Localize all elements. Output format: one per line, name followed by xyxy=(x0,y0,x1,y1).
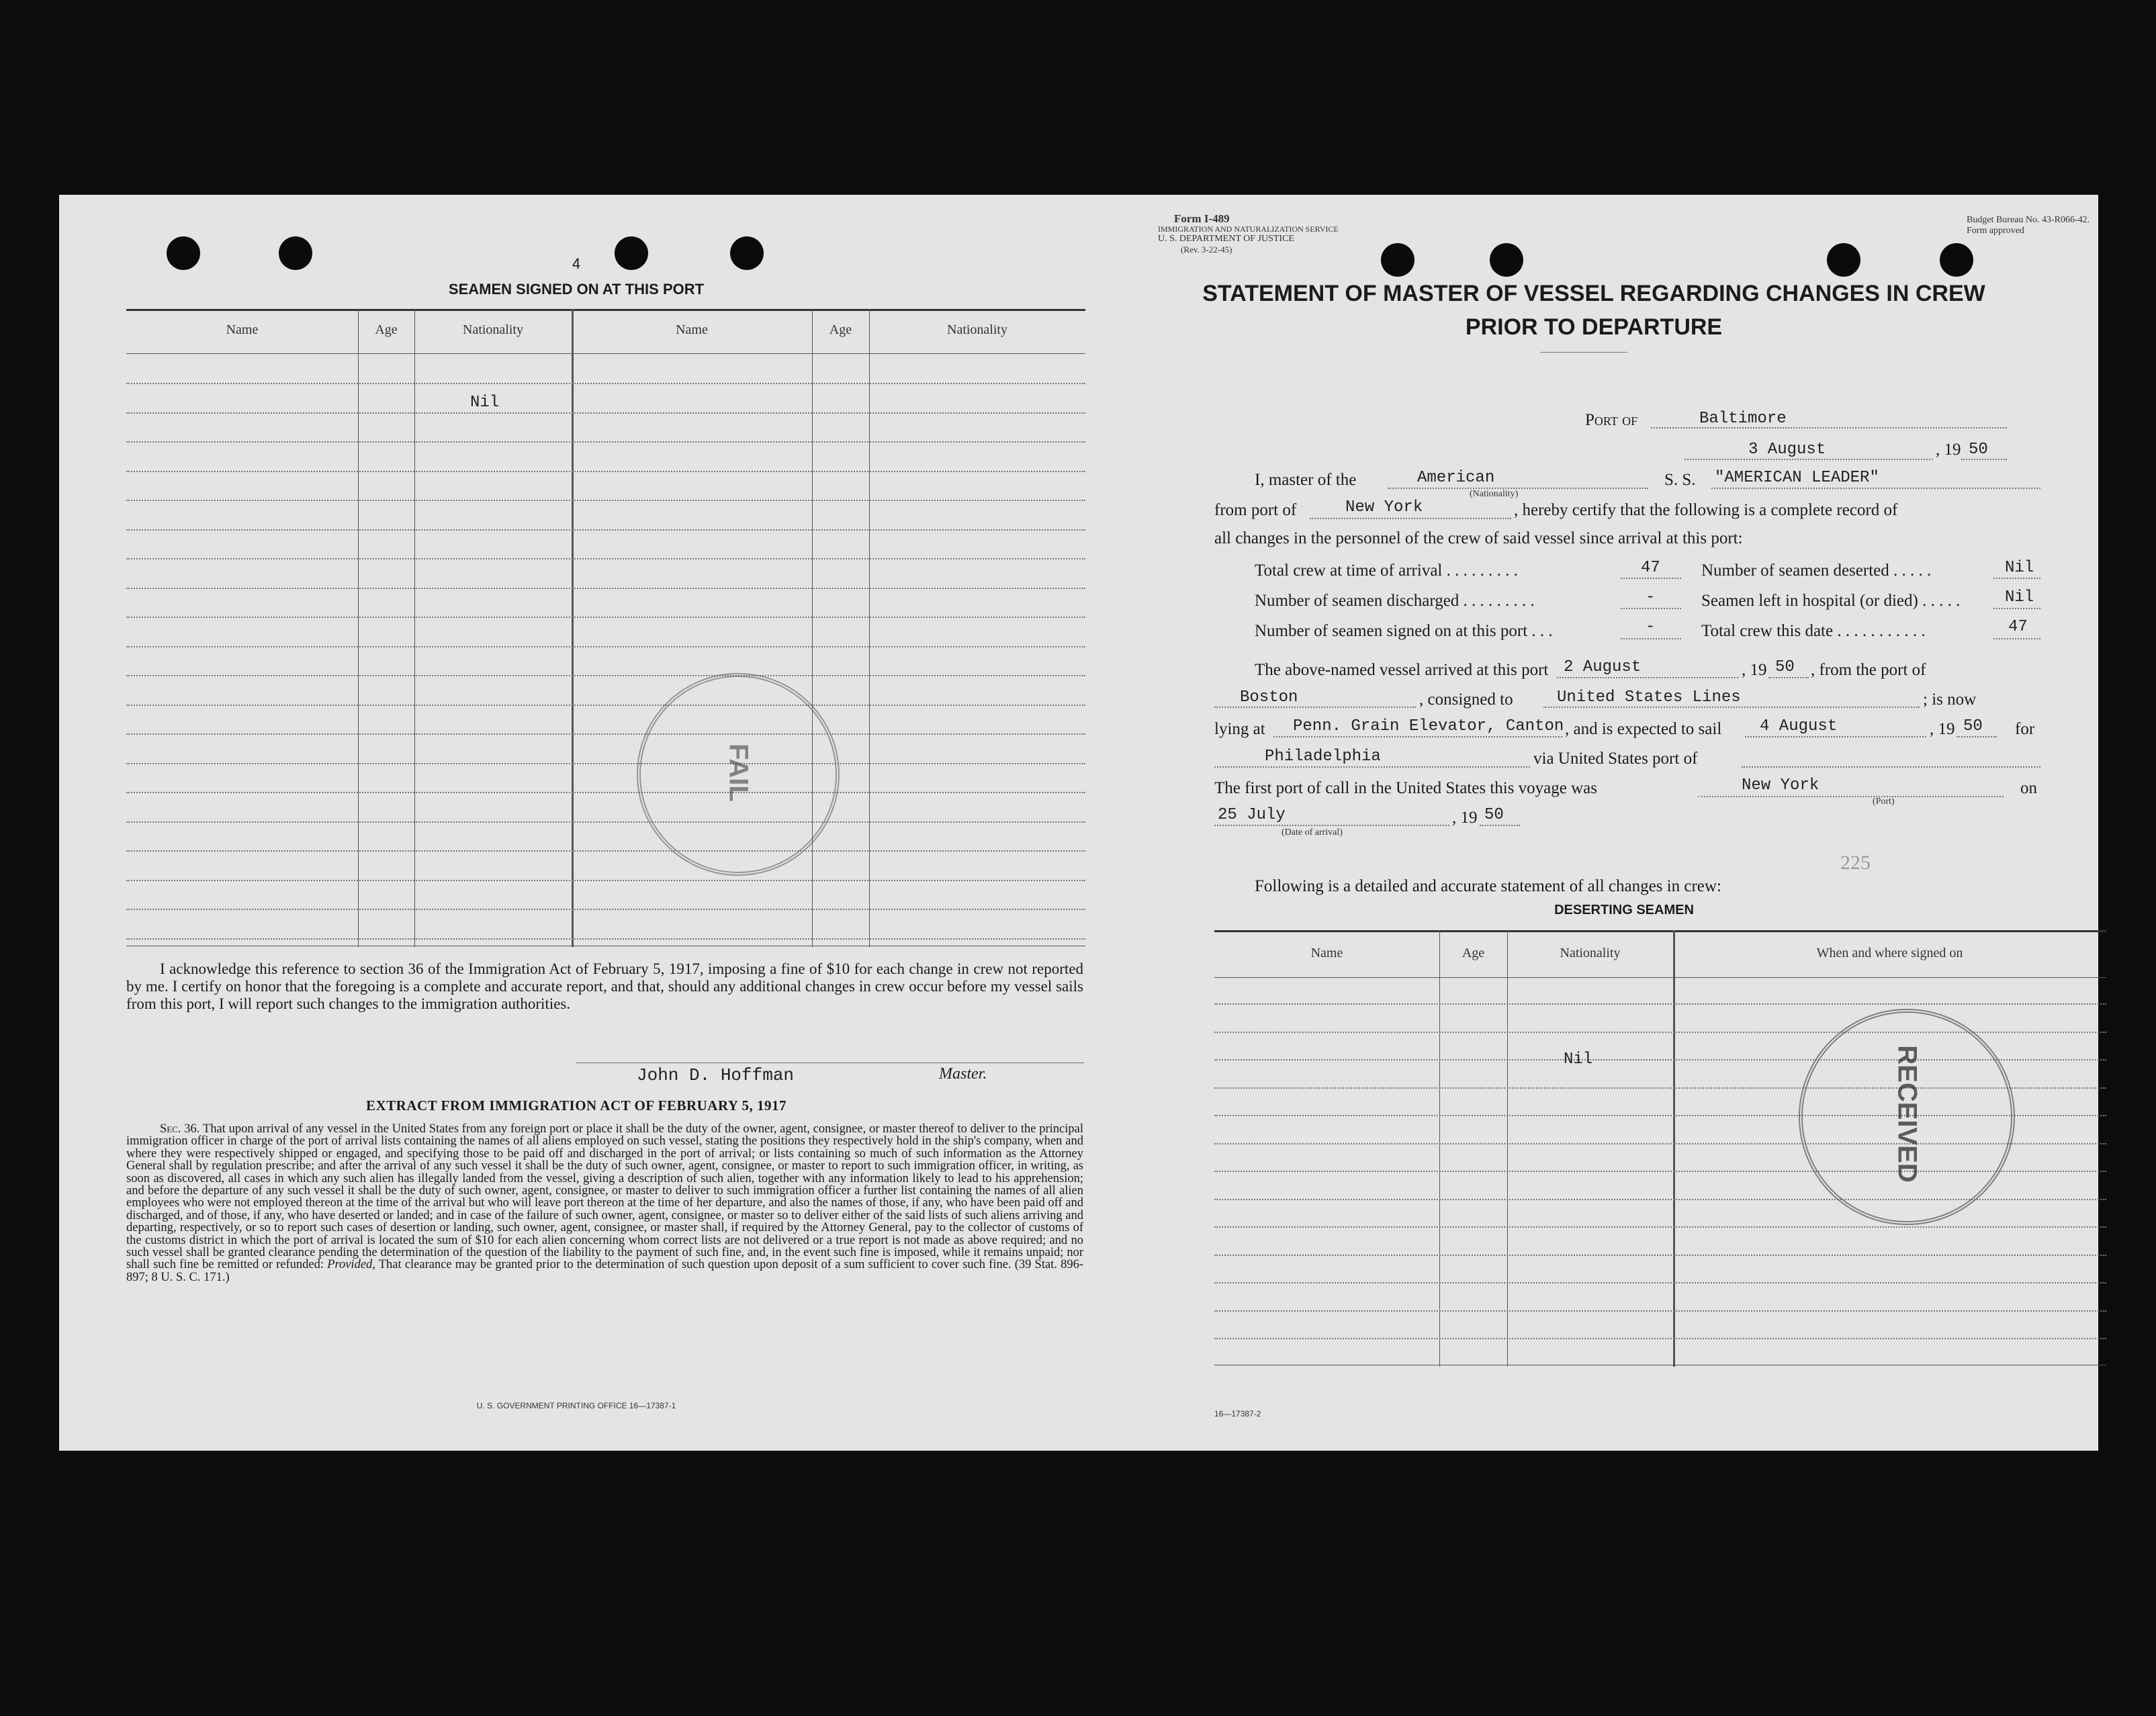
column-header-when-where: When and where signed on xyxy=(1816,946,1963,960)
table-row-rule xyxy=(126,646,1085,647)
agency-line: IMMIGRATION AND NATURALIZATION SERVICE xyxy=(1158,224,1339,234)
punch-hole xyxy=(1827,243,1860,277)
total-crew-date-value: 47 xyxy=(2008,618,2028,636)
stamp-text: RECEIVED xyxy=(1892,1045,1922,1183)
year-prefix: , 19 xyxy=(1452,809,1478,827)
section-title: SEAMEN SIGNED ON AT THIS PORT xyxy=(448,281,705,298)
column-header-name: Name xyxy=(676,322,708,337)
hospital-label: Seamen left in hospital (or died) . . . . . xyxy=(1701,592,1961,610)
first-port-value: New York xyxy=(1742,776,1820,795)
form-title: STATEMENT OF MASTER OF VESSEL REGARDING CHANGES IN CREW PRIOR TO DEPARTURE xyxy=(1202,281,1985,340)
table-row-rule xyxy=(1214,1003,2106,1005)
table-row-rule xyxy=(126,880,1085,881)
document-sheet xyxy=(59,195,2098,1451)
received-stamp xyxy=(1799,1009,2015,1225)
table-row-rule xyxy=(126,617,1085,618)
column-header-nationality: Nationality xyxy=(947,322,1007,337)
table-row-rule xyxy=(1214,1338,2106,1339)
table-row-rule xyxy=(126,850,1085,852)
is-now-label: ; is now xyxy=(1923,690,1977,709)
from-port-value: New York xyxy=(1345,498,1423,516)
revision-date: (Rev. 3-22-45) xyxy=(1181,244,1232,255)
table-row-rule xyxy=(126,938,1085,940)
first-port-year: 50 xyxy=(1484,806,1504,824)
table-row-rule xyxy=(1214,1226,2106,1228)
table-row-rule xyxy=(126,763,1085,764)
nil-entry: Nil xyxy=(470,394,500,412)
nationality-value: American xyxy=(1417,469,1495,487)
printer-line: 16—17387-2 xyxy=(1214,1409,1261,1418)
deserted-label: Number of seamen deserted . . . . . xyxy=(1701,561,1932,580)
statement-year: 50 xyxy=(1969,441,1988,459)
page-number: 4 xyxy=(572,255,581,272)
discharged-value: - xyxy=(1646,588,1656,606)
form-number: Form I-489 xyxy=(1174,212,1230,225)
year-prefix: , 19 xyxy=(1742,661,1767,679)
form-approved: Form approved xyxy=(1967,226,2024,236)
from-port-of-label: , from the port of xyxy=(1811,661,1926,679)
right-page xyxy=(1093,195,2098,1451)
printer-line: U. S. GOVERNMENT PRINTING OFFICE 16—17387-1 xyxy=(476,1401,676,1410)
total-crew-arrival-label: Total crew at time of arrival . . . . . . . . . xyxy=(1255,561,1518,580)
table-row-rule xyxy=(1214,1310,2106,1312)
column-header-nationality: Nationality xyxy=(463,322,523,337)
total-crew-arrival-value: 47 xyxy=(1641,559,1660,577)
left-page xyxy=(59,195,1084,1451)
stamp-number: 225 xyxy=(1840,852,1871,874)
sail-year: 50 xyxy=(1963,717,1983,735)
nil-entry: Nil xyxy=(1564,1050,1593,1069)
column-header-name: Name xyxy=(1310,946,1343,960)
deserted-value: Nil xyxy=(2005,559,2034,577)
master-of-label: I, master of the xyxy=(1255,471,1357,489)
following-text: Following is a detailed and accurate statement of all changes in crew: xyxy=(1255,877,1721,895)
from-port-label: from port of xyxy=(1214,501,1297,519)
arrived-from-value: Boston xyxy=(1240,688,1298,707)
consigned-label: , consigned to xyxy=(1419,690,1513,709)
vessel-name: "AMERICAN LEADER" xyxy=(1715,469,1879,487)
column-header-nationality: Nationality xyxy=(1560,946,1621,960)
table-row-rule xyxy=(126,588,1085,589)
table-row-rule xyxy=(1214,1282,2106,1283)
port-caption: (Port) xyxy=(1873,797,1895,807)
table-row-rule xyxy=(126,792,1085,793)
year-prefix: , 19 xyxy=(1930,720,1955,738)
via-label: via United States port of xyxy=(1533,750,1698,768)
table-row-rule xyxy=(126,675,1085,676)
column-header-age: Age xyxy=(375,322,398,337)
first-port-date: 25 July xyxy=(1218,806,1286,824)
table-row-rule xyxy=(126,471,1085,472)
table-row-rule xyxy=(126,705,1085,706)
punch-hole xyxy=(1940,243,1973,277)
immigration-stamp xyxy=(637,673,840,876)
signed-on-value: - xyxy=(1646,618,1656,636)
port-of-label: Port of xyxy=(1585,411,1638,429)
agency-line: U. S. DEPARTMENT OF JUSTICE xyxy=(1158,234,1294,244)
acknowledgement-text: I acknowledge this reference to section 36 of the Immigration Act of February 5, 1917, imposing a fine of $10 for each change in crew not reported by me. I certify on honor that the foregoing is a complete and accurate report, and that, should any additional changes in crew occur before my vessel sails from this port, I will report such changes to the immigration authorities. xyxy=(126,960,1083,1012)
lying-at-label: lying at xyxy=(1214,720,1265,738)
first-port-label: The first port of call in the United States this voyage was xyxy=(1214,779,1598,797)
sail-date: 4 August xyxy=(1760,717,1838,735)
table-row-rule xyxy=(126,383,1085,384)
table-row-rule xyxy=(126,558,1085,559)
table-row-rule xyxy=(1214,1255,2106,1256)
deserting-seamen-title: DESERTING SEAMEN xyxy=(1554,903,1694,917)
table-row-rule xyxy=(126,821,1085,823)
discharged-label: Number of seamen discharged . . . . . . . . . xyxy=(1255,592,1535,610)
table-row-rule xyxy=(126,909,1085,910)
stamp-text: FAIL xyxy=(723,743,754,802)
destination-value: Philadelphia xyxy=(1265,748,1381,766)
punch-hole xyxy=(1490,243,1523,277)
master-label: Master. xyxy=(939,1065,987,1083)
table-row-rule xyxy=(126,441,1085,443)
hospital-value: Nil xyxy=(2005,588,2034,606)
for-label: for xyxy=(2015,720,2035,738)
lying-at-value: Penn. Grain Elevator, Canton xyxy=(1293,717,1564,735)
port-of-value: Baltimore xyxy=(1699,410,1787,428)
table-row-rule xyxy=(126,733,1085,735)
expected-label: , and is expected to sail xyxy=(1565,720,1722,738)
table-row-rule xyxy=(126,529,1085,531)
column-header-age: Age xyxy=(1462,946,1485,960)
punch-hole xyxy=(1381,243,1414,277)
budget-bureau-number: Budget Bureau No. 43-R066-42. xyxy=(1967,215,2090,225)
total-crew-date-label: Total crew this date . . . . . . . . . . . xyxy=(1701,622,1926,640)
extract-text: Sec. 36. That upon arrival of any vessel in the United States from any foreign port or place it shall be the duty of the owner, agent, consignee, or master thereof to deliver to the principal immigration officer in charge of the port of arrival lists containing the names of all aliens employed on such vessel, stating the positions they respectively hold in the ship's company, when and where they were respectively shipped or engaged, and specifying those to be paid off and discharged in the port of arrival; or lists containing so much of such information as the Attorney General shall by regulation prescribe; and after the arrival of any such vessel it shall be the duty of such owner, agent, consignee, or master to report to such immigration officer, in writing, as soon as discovered, all cases in which any such alien has illegally landed from the vessel, giving a description of such alien, together with any information likely to lead to his apprehension; and before the departure of any such vessel it shall be the duty of such owner, agent, consignee, or master to deliver to such immigration officer a further list containing the names of all alien employees who were not employed thereon at the time of the arrival but who will leave port thereon at the time of her departure, and also the names of those, if any, who have been paid off and discharged, and of those, if any, who have deserted or landed; and in case of the failure of such owner, agent, consignee, or master so to deliver either of the said lists of such aliens arriving and departing, respectively, or so to report such cases of desertion or landing, such owner, agent, consignee, or master shall, if required by the Attorney General, pay to the collector of customs of the customs district in which the port of arrival is located the sum of $10 for each alien concerning whom correct lists are not delivered or a true report is not made as above required; and no such vessel shall be granted clearance pending the determination of the question of the liability to the payment of such fine, and, in the event such fine is imposed, while it remains unpaid; nor shall such fine be remitted or refunded: Provided, That clearance may be granted prior to the determination of such question upon deposit of a sum sufficient to cover such fine. (39 Stat. 896-897; 8 U. S. C. 171.) xyxy=(126,1122,1084,1284)
certify-text-continued: all changes in the personnel of the crew of said vessel since arrival at this port: xyxy=(1214,529,1743,547)
ss-label: S. S. xyxy=(1664,471,1696,489)
table-row-rule xyxy=(126,500,1085,501)
arrived-label: The above-named vessel arrived at this port xyxy=(1255,661,1549,679)
certify-text: , hereby certify that the following is a complete record of xyxy=(1514,501,1898,519)
arrived-year: 50 xyxy=(1775,658,1795,676)
statement-date: 3 August xyxy=(1748,441,1826,459)
signed-on-label: Number of seamen signed on at this port . . . xyxy=(1255,622,1553,640)
master-signature-name: John D. Hoffman xyxy=(637,1065,795,1085)
table-row-rule xyxy=(126,412,1085,414)
column-header-name: Name xyxy=(226,322,259,337)
nationality-caption: (Nationality) xyxy=(1470,489,1519,499)
date-of-arrival-caption: (Date of arrival) xyxy=(1282,827,1343,838)
year-prefix: , 19 xyxy=(1936,441,1961,459)
arrived-date: 2 August xyxy=(1564,658,1642,676)
column-header-age: Age xyxy=(829,322,852,337)
on-label: on xyxy=(2020,779,2037,797)
extract-title: EXTRACT FROM IMMIGRATION ACT OF FEBRUARY 5, 1917 xyxy=(365,1097,787,1114)
consignee-value: United States Lines xyxy=(1557,688,1741,707)
